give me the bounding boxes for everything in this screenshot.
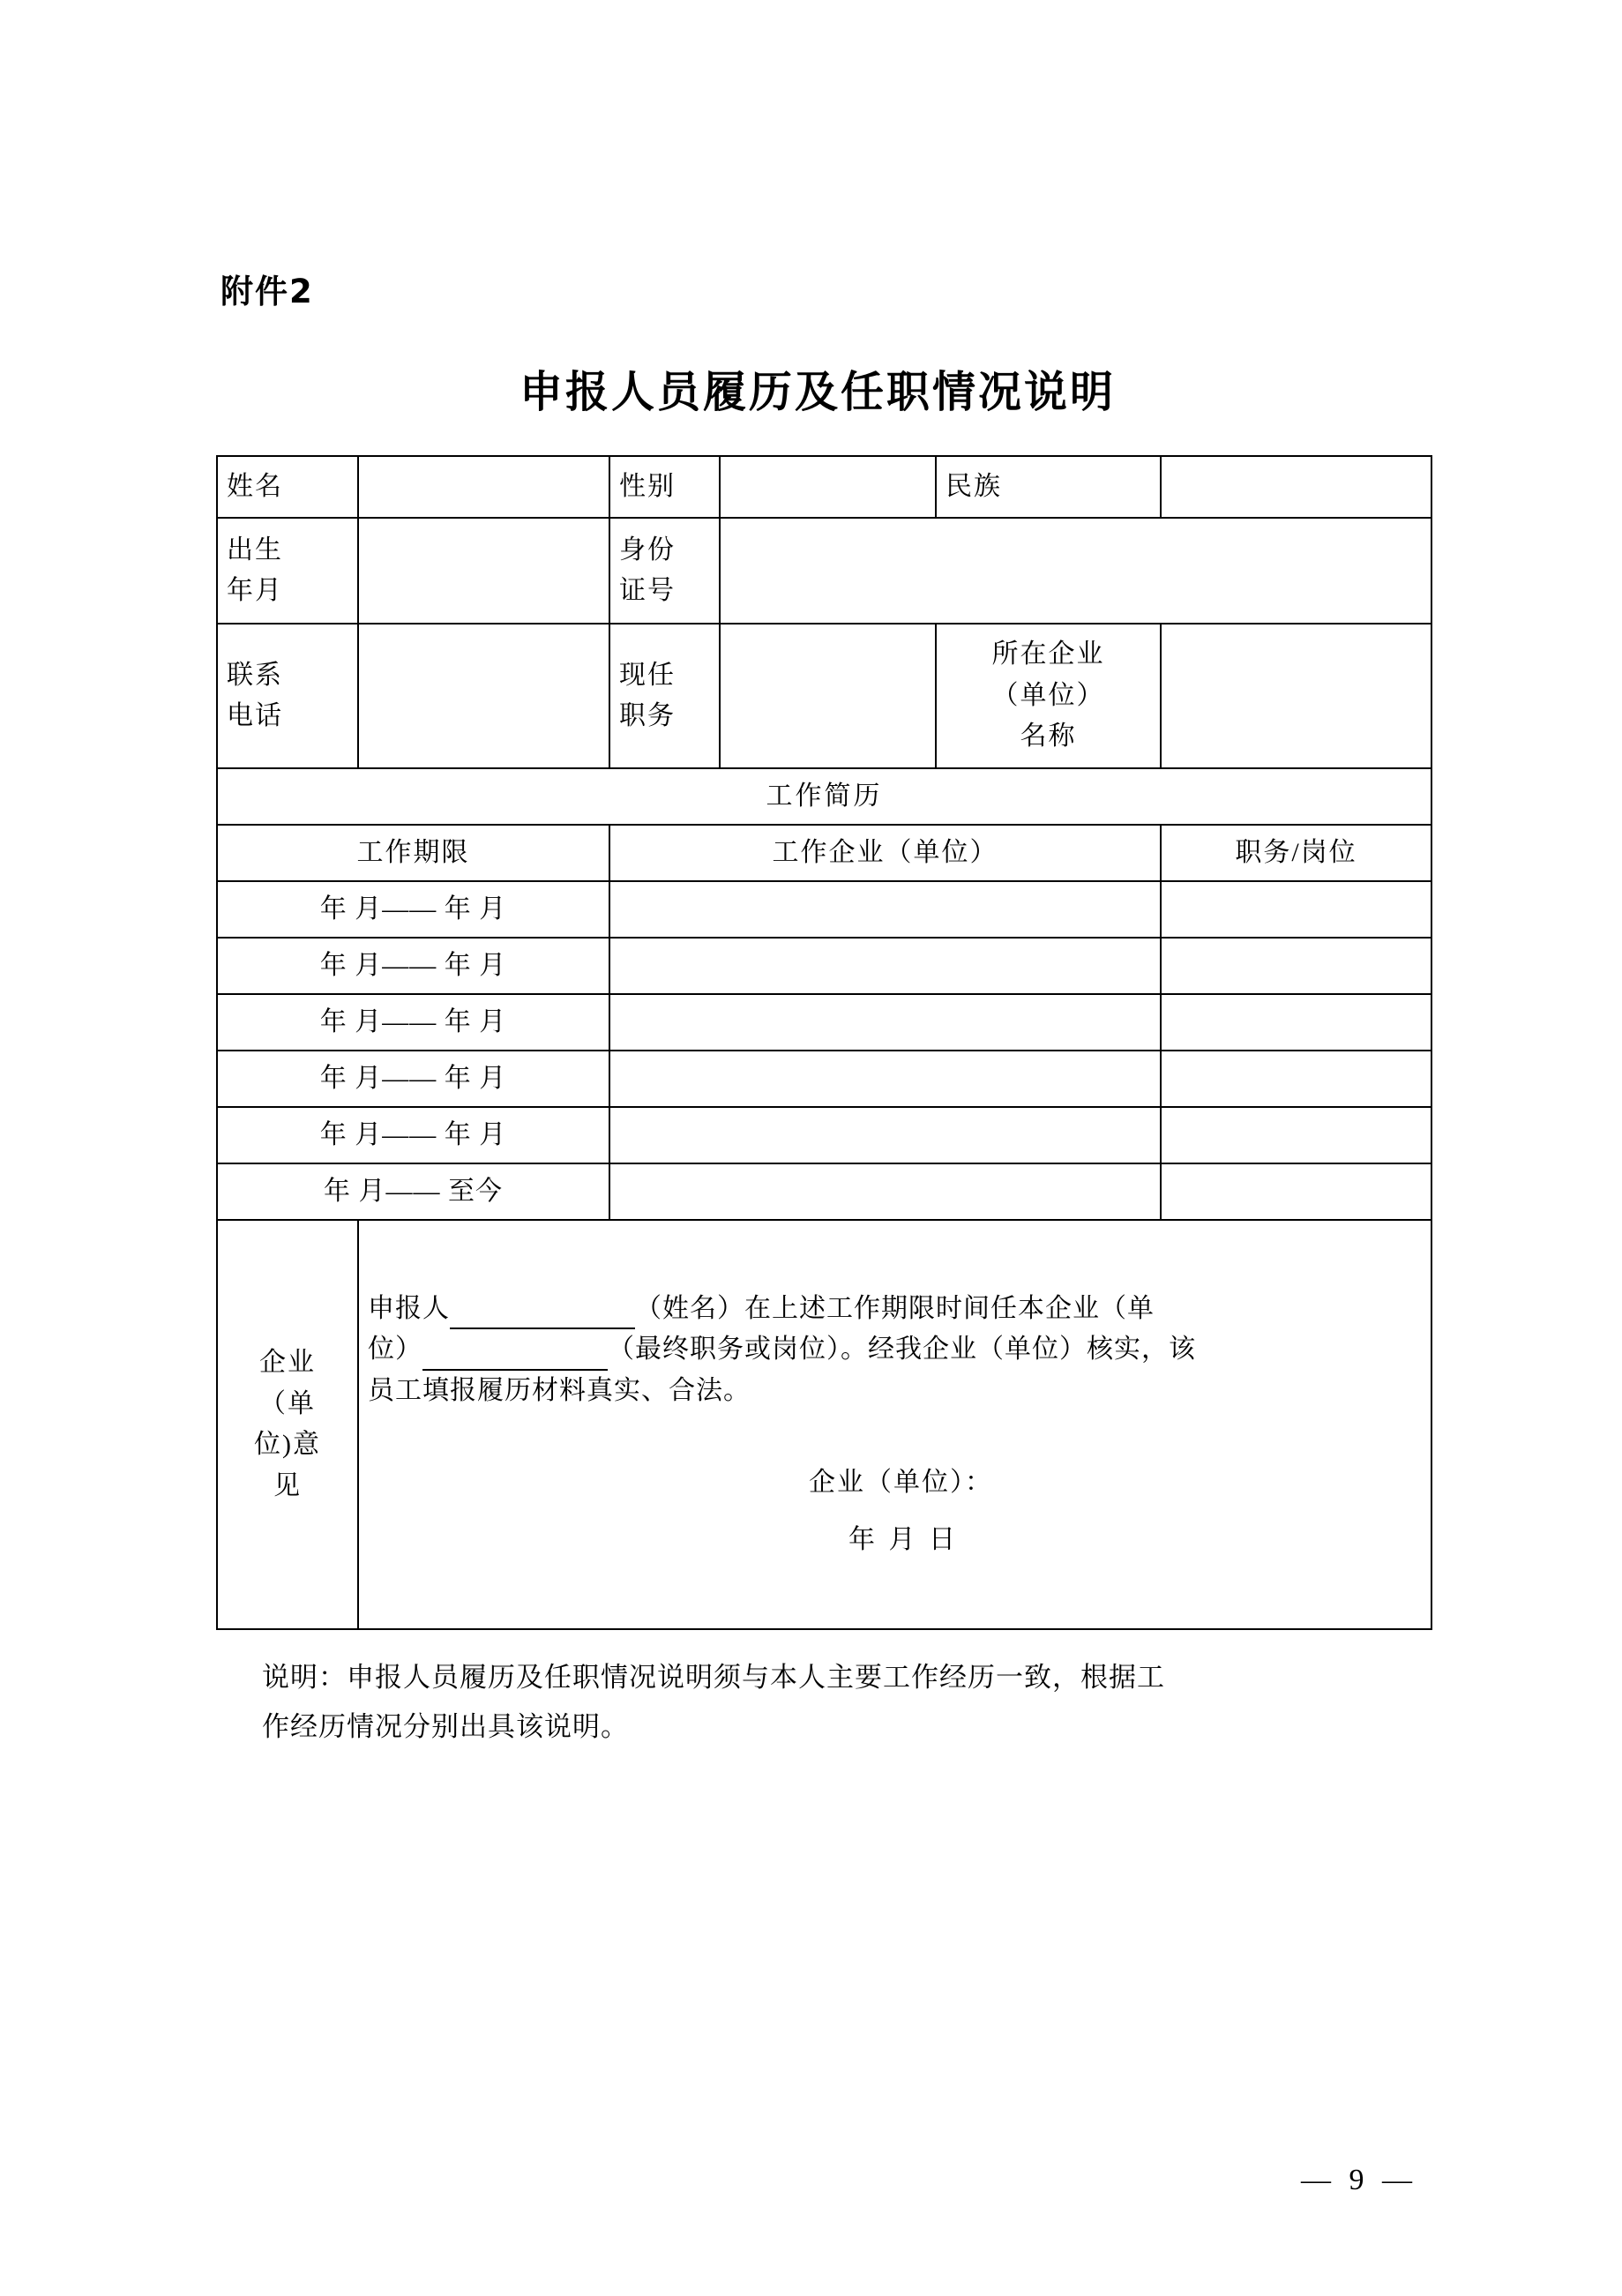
work-company-cell[interactable]: [609, 1051, 1161, 1107]
table-row: [217, 994, 1431, 1051]
work-position-cell[interactable]: [1161, 938, 1431, 994]
company-name-value[interactable]: [1161, 624, 1431, 768]
table-row-basic-1: [217, 456, 1431, 518]
work-company-cell[interactable]: [609, 1107, 1161, 1163]
opinion-text-part1: 申报人: [368, 1293, 450, 1323]
table-row: [217, 881, 1431, 938]
birth-date-label: [217, 518, 358, 624]
opinion-text-part3: 位）: [368, 1335, 422, 1365]
page-number: — 9 —: [1301, 2164, 1417, 2196]
final-position-blank[interactable]: [422, 1342, 608, 1371]
opinion-text-part2: （姓名）在上述工作期限时间任本企业（单: [635, 1293, 1155, 1323]
company-opinion-label-line3: 位)意: [254, 1430, 321, 1459]
phone-value[interactable]: [358, 624, 609, 768]
work-company-header: 工作企业（单位）: [609, 825, 1161, 881]
work-company-cell[interactable]: [609, 994, 1161, 1051]
work-position-header: 职务/岗位: [1161, 825, 1431, 881]
attachment-label: 附件2: [221, 273, 314, 310]
birth-date-label-line2: 年月: [227, 576, 283, 605]
work-period-cell: 年 月—— 年 月: [217, 1051, 609, 1107]
company-signature-label: 企业（单位）：: [809, 1468, 993, 1498]
opinion-text-line2: [368, 1329, 1422, 1371]
name-value[interactable]: [358, 456, 609, 518]
phone-label-line2: 电话: [227, 701, 283, 730]
company-name-label-line3: 名称: [1020, 722, 1077, 752]
company-opinion-label-line1: 企业: [259, 1348, 316, 1377]
company-opinion-body[interactable]: [358, 1220, 1431, 1629]
table-row: [217, 1107, 1431, 1163]
birth-date-value[interactable]: [358, 518, 609, 624]
ethnicity-label: 民族: [936, 456, 1161, 518]
table-row: [217, 1051, 1431, 1107]
current-position-label-line1: 现任: [619, 660, 676, 690]
work-period-cell: 年 月—— 年 月: [217, 938, 609, 994]
gender-label: 性别: [609, 456, 720, 518]
work-company-cell[interactable]: [609, 881, 1161, 938]
work-period-cell: 年 月—— 年 月: [217, 994, 609, 1051]
current-position-label: [609, 624, 720, 768]
work-company-cell[interactable]: [609, 938, 1161, 994]
id-number-value[interactable]: [720, 518, 1431, 624]
phone-label-line1: 联系: [227, 660, 283, 690]
work-position-cell[interactable]: [1161, 881, 1431, 938]
company-name-label: [936, 624, 1161, 768]
gender-value[interactable]: [720, 456, 936, 518]
current-position-label-line2: 职务: [619, 701, 676, 730]
work-position-cell[interactable]: [1161, 1163, 1431, 1220]
ethnicity-value[interactable]: [1161, 456, 1431, 518]
applicant-name-blank[interactable]: [450, 1301, 635, 1329]
work-history-title-row: [217, 768, 1431, 825]
work-position-cell[interactable]: [1161, 994, 1431, 1051]
table-row-basic-2: [217, 518, 1431, 624]
company-opinion-label-line2: （单: [259, 1388, 316, 1418]
work-history-header-row: [217, 825, 1431, 881]
id-number-label-line1: 身份: [619, 535, 676, 565]
work-company-cell[interactable]: [609, 1163, 1161, 1220]
work-period-cell: 年 月—— 年 月: [217, 881, 609, 938]
footnote: [216, 1653, 1435, 1752]
company-name-label-line1: 所在企业: [991, 639, 1105, 669]
work-position-cell[interactable]: [1161, 1107, 1431, 1163]
opinion-text-line3: 员工填报履历材料真实、合法。: [368, 1375, 751, 1405]
page-title: 申报人员履历及任职情况说明: [519, 368, 1116, 416]
company-opinion-label-line4: 见: [273, 1470, 302, 1500]
work-period-header: 工作期限: [217, 825, 609, 881]
resume-form-table: [216, 455, 1432, 1630]
opinion-text-part4: （最终职务或岗位）。经我企业（单位）核实，该: [608, 1335, 1196, 1365]
table-row: [217, 1163, 1431, 1220]
work-position-cell[interactable]: [1161, 1051, 1431, 1107]
company-name-label-line2: （单位）: [991, 680, 1105, 710]
footnote-line2: 作经历情况分别出具该说明。: [262, 1710, 629, 1742]
table-row-basic-3: [217, 624, 1431, 768]
work-history-title: 工作简历: [217, 768, 1431, 825]
birth-date-label-line1: 出生: [227, 535, 283, 565]
opinion-text-line1: [368, 1289, 1422, 1330]
current-position-value[interactable]: [720, 624, 936, 768]
company-opinion-label: [217, 1220, 358, 1629]
id-number-label-line2: 证号: [619, 576, 676, 605]
work-period-cell: 年 月—— 年 月: [217, 1107, 609, 1163]
id-number-label: [609, 518, 720, 624]
work-period-cell: 年 月—— 至今: [217, 1163, 609, 1220]
company-signature-date: 年 月 日: [848, 1524, 959, 1554]
company-opinion-row: [217, 1220, 1431, 1629]
phone-label: [217, 624, 358, 768]
table-row: [217, 938, 1431, 994]
name-label: 姓名: [217, 456, 358, 518]
footnote-line1: 说明：申报人员履历及任职情况说明须与本人主要工作经历一致，根据工: [262, 1662, 1165, 1693]
